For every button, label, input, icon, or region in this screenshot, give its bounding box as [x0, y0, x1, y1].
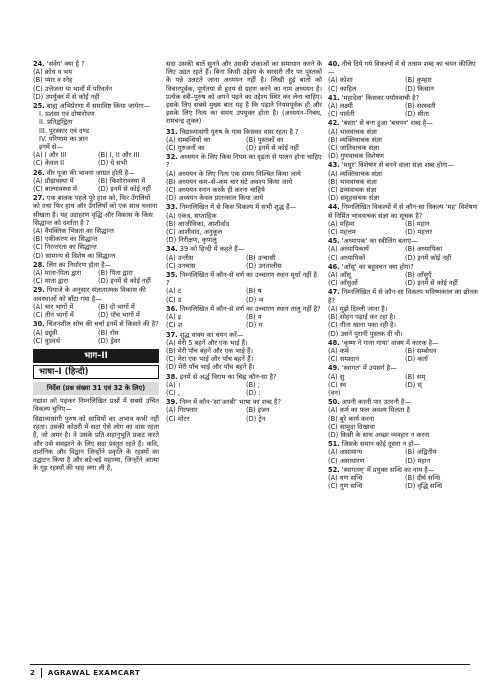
instruction-text: गद्यांश को पढ़कर निम्नलिखित प्रश्नों में सबसे उचित विकल्प चुनिए—: [33, 396, 159, 413]
answer-option: (A) कर्म: [328, 346, 349, 355]
question-text: अपनी करनी पार उतरनी है—: [341, 398, 412, 407]
question-item: [33, 261, 159, 286]
question-statement: इनमें से—: [39, 143, 63, 152]
answer-option: (A) वैयक्तिक भिन्नता का सिद्धान्त: [33, 227, 114, 236]
answer-option: (D) गुणवाचक विशेषण: [328, 152, 384, 161]
answer-options: [166, 212, 322, 245]
answer-option: (B) अध्यापिका: [405, 245, 443, 254]
question-item: [328, 288, 478, 337]
question-number: 29.: [33, 286, 45, 295]
answer-option: (D) स्: [405, 380, 422, 389]
question-text: निम्नलिखित में कौन-से वर्ण का उच्चारण स्थान तालु नहीं है?: [179, 304, 321, 313]
answer-option: (D) महत्तर: [405, 228, 433, 237]
question-item: [328, 237, 478, 262]
answer-option: (D) ड्रेवर: [98, 336, 121, 345]
question-stem: [33, 102, 159, 110]
answer-option: (B) ;: [246, 380, 260, 389]
answer-option: (C) महत्तम: [328, 228, 356, 237]
answer-option: (A) ड्यूवी: [33, 328, 58, 337]
answer-option: (A) अध्यापिकायें: [328, 245, 369, 254]
question-number: 42.: [328, 119, 340, 128]
question-number: 24.: [33, 60, 45, 68]
answer-options: [166, 170, 322, 203]
question-number: 47.: [328, 288, 340, 297]
answer-option: (B) बुरे कार्य करना: [328, 414, 375, 423]
answer-option: (C) उत्तेजना या भावों में परिवर्तन: [33, 84, 113, 93]
answer-options: [328, 102, 478, 118]
answer-option: (A) चार भागों में: [33, 302, 74, 311]
page-number: 2: [30, 669, 35, 677]
answer-option: (C) आशीवाद, अनुकूल: [166, 228, 223, 237]
question-item: [328, 364, 478, 397]
answer-options: [166, 136, 322, 152]
answer-options: [328, 128, 478, 161]
question-item: [33, 102, 159, 168]
answer-option: (B) दो भागों में: [98, 302, 135, 311]
question-item: [166, 373, 322, 398]
question-item: [166, 305, 322, 330]
answer-option: (A) एकत्र, सप्ताहिक: [166, 211, 217, 220]
answer-option: (A) आँसू: [328, 271, 351, 280]
answer-option: (D) इनमें से कोई नहीं: [405, 279, 458, 288]
question-stem: [166, 305, 322, 313]
answer-options: [328, 245, 478, 261]
answer-option: (B) प्यार व स्नेह: [33, 76, 73, 85]
answer-option: (D) किसान: [405, 84, 434, 93]
answer-options: [328, 373, 478, 398]
answer-option: (A) इ: [166, 313, 181, 322]
answer-option: (B) य: [246, 313, 262, 322]
answer-options: [33, 303, 159, 319]
answer-option: (B) ष: [246, 287, 262, 296]
question-item: [33, 60, 159, 101]
question-stem: [33, 320, 159, 328]
question-number: 41.: [328, 93, 340, 102]
answer-options: [166, 313, 322, 329]
question-stem: [166, 331, 322, 339]
answer-option: (B) सोहन पढ़ाई कर रहा है।: [328, 313, 396, 322]
question-text: वीर पूजा की भावना जाग्रत होती है—: [46, 168, 135, 177]
question-statement: III. पुरस्कार एवं दण्ड: [39, 126, 90, 135]
answer-options: [328, 448, 478, 464]
question-number: 49.: [328, 364, 340, 373]
answer-option: (B) सरस्वती: [405, 102, 436, 111]
answer-options: [33, 329, 159, 345]
answer-option: (C) अध्ययन स्नान करके ही करना चाहिये: [166, 186, 265, 195]
answer-option: (C) गुरुजनों का: [166, 144, 205, 153]
answer-option: (A) भाववाचक संज्ञा: [328, 127, 377, 136]
question-number: 31.: [166, 127, 178, 136]
answer-option: (A) ट: [166, 287, 182, 296]
question-text: 'स्वागत' में उपसर्ग है—: [341, 364, 397, 373]
question-number: 28.: [33, 260, 45, 269]
answer-option: (C) आँसुओं: [328, 279, 358, 288]
answer-options: [166, 254, 322, 270]
question-text: निम्नलिखित में से कौन-सा विकल्प भविष्यकाल का द्योतक है?: [328, 288, 479, 305]
answer-option: (A) असामान्य: [328, 448, 363, 457]
question-number: 48.: [328, 338, 340, 347]
question-item: [166, 153, 322, 202]
question-number: 39.: [166, 398, 178, 407]
answer-option: (D) महान: [405, 456, 431, 465]
question-text: नीचे दिये गये विकल्पों में से तत्सम शब्द का चयन कीजिए—: [328, 60, 476, 77]
column-3: [328, 60, 478, 491]
question-stem: [328, 288, 478, 304]
answer-option: (B) I, II और III: [98, 151, 140, 160]
answer-option: (C) ,: [166, 388, 180, 397]
answer-options: [166, 381, 322, 397]
part-title: भाग–II: [33, 349, 159, 363]
page-footer: [30, 664, 470, 681]
answer-option: (A) गिरफ्तार: [166, 406, 198, 415]
answer-option: (B) इंजन: [246, 406, 270, 415]
question-number: 51.: [328, 440, 340, 449]
question-item: [33, 169, 159, 194]
answer-option: (C) द्रव्यवाचक संज्ञा: [328, 186, 377, 195]
answer-option: (B) मेरी पाँच बहनें और एक भाई हैं।: [166, 346, 253, 355]
answer-option: (A) कोशा: [328, 76, 353, 85]
answer-option: (C) जातिवाचक संज्ञा: [328, 144, 380, 153]
answer-options: [328, 220, 478, 236]
question-item: [328, 119, 478, 160]
question-item: [328, 263, 478, 288]
question-item: [33, 286, 159, 319]
answer-option: (A) अध्ययन के लिए नित्य एक समय निश्चित किया जाये: [166, 169, 301, 178]
question-item: [166, 203, 322, 244]
question-text: निम्नलिखित में से किस विकल्प में सभी शुद्ध हैं—: [179, 203, 297, 212]
question-statement: I. प्रशंसा एवं दोषारोपण: [39, 110, 95, 119]
answer-option: (B) कुम्हार: [405, 76, 432, 85]
question-text: 'संवेग' क्या है ?: [46, 60, 85, 68]
question-text: एक बालक पहले पूरे हाथ को, फिर उँगलियों को तथा फिर हाथ और उँगलियों को एक साथ चलाना सीखता है। यह उदाहरण वृद्धि और विकास के किस सिद्धान्त को दर्शाता है ?: [33, 194, 158, 227]
question-stem: [328, 263, 478, 271]
question-number: 26.: [33, 168, 45, 177]
question-item: [166, 398, 322, 423]
answer-option: (D) वृद्धि सन्धि: [405, 482, 443, 491]
question-text: 'कृष्ण ने गाना गाया' वाक्य में कारक है—: [341, 338, 439, 347]
question-text: अध्ययन के लिए किस नियम का दृढ़ता से पालन होना चाहिए ?: [166, 153, 322, 170]
answer-option: (D) पाँच भागों में: [98, 311, 140, 320]
answer-option: (वन): [328, 388, 341, 397]
answer-option: (C) तीन भागों में: [33, 311, 74, 320]
question-item: [328, 203, 478, 236]
question-text: 'स्वागतम्' में प्रयुक्त सन्धि का नाम है—: [341, 465, 435, 474]
question-number: 33.: [166, 203, 178, 212]
question-text: बाह्य अभिप्रेरणा में समाविष्ट किया जायेगा—: [46, 102, 151, 111]
answer-options: [33, 269, 159, 285]
answer-option: (A) सु: [328, 372, 345, 381]
question-number: 45.: [328, 237, 340, 246]
answer-options: [33, 227, 159, 260]
question-statement: IV. परिणाम का ज्ञान: [39, 134, 88, 143]
question-text: 'अध्यापक' का स्त्रीलिंग बताए—: [341, 237, 418, 246]
question-item: [33, 320, 159, 345]
question-text: शुद्ध वाक्य का चयन करें—: [179, 330, 244, 339]
answer-option: (C) अध्यापिकों: [328, 253, 366, 262]
answer-option: (A) I और III: [33, 151, 67, 160]
answer-option: (D) निरीक्षण, कृपालु: [166, 236, 217, 245]
question-text: विद्याव्यासंगी पुरुष के पास किसका वास रहता है ?: [179, 127, 299, 136]
question-stem: [328, 440, 478, 448]
answer-option: (B) किशोरावस्था में: [98, 176, 146, 185]
question-stem: [166, 245, 322, 253]
answer-option: (C) सम्प्रदान: [328, 355, 360, 364]
answer-option: (D) सीता: [405, 110, 429, 119]
question-number: 43.: [328, 161, 340, 170]
question-stem: [328, 364, 478, 372]
question-stem: [328, 161, 478, 169]
question-number: 38.: [166, 372, 178, 381]
question-text: इनमें से अर्द्ध विराम का चिह्न कौन-सा है?: [179, 372, 277, 381]
answer-option: (D) उपर्युक्त में से कोई नहीं: [33, 92, 100, 101]
answer-options: [328, 474, 478, 490]
question-text: 'बस्ता' से बना हुआ 'बचपन' शब्द है—: [341, 119, 433, 128]
answer-option: (D) मेरी पाँच भाई और पाँच बहनें हैं।: [166, 363, 255, 372]
answer-option: (C) गीता खाना पका रही है।: [328, 321, 397, 330]
answer-option: (B) अद्वितीय: [405, 448, 437, 457]
answer-option: (C) सामुदा दिखावा: [328, 422, 375, 431]
answer-option: (C) श: [166, 321, 183, 330]
question-stem: [166, 398, 322, 406]
answer-option: (C) मेरा एक भाई और पाँच बहनें हैं।: [166, 355, 254, 364]
answer-option: (D) इनमें कोई नहीं: [405, 253, 452, 262]
question-text: निम्नलिखित में कौन-से वर्ण का उच्चारण स्थान मूर्धा नहीं है ?: [166, 271, 317, 288]
question-number: 44.: [328, 203, 340, 212]
answer-options: [328, 271, 478, 287]
question-stem: [328, 119, 478, 127]
question-stem: [166, 373, 322, 381]
answer-option: (C) पार्वती: [328, 110, 355, 119]
question-number: 50.: [328, 398, 340, 407]
question-stem: [33, 194, 159, 227]
brand-name: AGRAWAL EXAMCART: [47, 669, 141, 677]
answer-option: (A) कर्म का फल अवश्य मिलता है: [328, 406, 410, 415]
question-stem: [166, 271, 322, 287]
question-text: निम्न में कौन-'सा'अरबी' भाषा का शब्द है?: [179, 398, 282, 407]
answer-option: (B) अध्ययन कम–से–कम चार घंटे अवश्य किया जाये: [166, 177, 293, 186]
question-number: 35.: [166, 271, 178, 280]
question-item: [166, 331, 322, 372]
answer-option: (D) :: [246, 388, 261, 397]
answer-option: (A) सम्बन्धियों का: [166, 135, 211, 144]
answer-option: (B) एकीकरण का सिद्धान्त: [33, 235, 98, 244]
answer-option: (D) ट्रेन: [246, 414, 266, 423]
question-text: 39 को हिन्दी में कहते हैं—: [179, 245, 245, 254]
question-stem: [328, 94, 478, 102]
question-stem: [33, 60, 159, 68]
answer-option: (B) दीर्घ सन्धि: [405, 473, 441, 482]
answer-option: (A) लक्ष्मी: [328, 102, 353, 111]
footer-divider: [41, 668, 42, 678]
answer-option: (D) य: [246, 321, 263, 330]
answer-option: (C) केवल II: [33, 159, 65, 168]
answer-options: [33, 151, 159, 167]
answer-option: (B) पिता द्वारा: [98, 269, 133, 278]
answer-option: (B) महान: [405, 219, 430, 228]
answer-option: (A) प्रौढ़ावस्था में: [33, 176, 74, 185]
question-text: चिंतनशील सोच की चर्चा इनमें से किसने की है?: [46, 320, 159, 329]
question-number: 30.: [33, 320, 45, 329]
answer-options: [328, 76, 478, 92]
question-number: 37.: [166, 330, 178, 339]
answer-option: (B) व्यक्तिवाचक संज्ञा: [328, 135, 382, 144]
answer-option: (D) कर्ता: [405, 355, 428, 364]
answer-options: [33, 177, 159, 193]
answer-options: [328, 170, 478, 203]
answer-option: (B) भाववाचक संज्ञा: [328, 177, 377, 186]
question-stem: [328, 60, 478, 76]
question-stem: [328, 398, 478, 406]
answer-option: (D) सामान्य से विशेष का सिद्धान्त: [33, 251, 116, 260]
answer-option: (D) इनमें से कोई नहीं: [98, 277, 151, 286]
column-1: [33, 60, 159, 474]
answer-option: (C) ड: [166, 295, 182, 304]
answer-options: [328, 347, 478, 363]
question-stem: [33, 261, 159, 269]
answer-options: [33, 68, 159, 101]
answer-option: (C) काहिल: [328, 84, 357, 93]
section-title: भाषा–I (हिन्दी): [33, 365, 159, 379]
answer-option: (D) इनमें से कोई नहीं: [98, 185, 151, 194]
answer-option: (A) मेरी 5 बहनें और एक भाई हैं।: [166, 338, 248, 347]
answer-option: (A) क्रोध व भय: [33, 68, 72, 77]
question-text: 'महादेवा' किसका पर्यायवाची है?: [341, 93, 420, 102]
question-number: 52.: [328, 465, 340, 474]
answer-option: (D) उसने पुरानी पुस्तक दी थी।: [328, 329, 403, 338]
answer-option: (D) अध्ययन केवल प्रातःकाल किया जाये: [166, 194, 264, 203]
answer-option: (C) असाधारण: [328, 456, 365, 465]
question-stem: [33, 169, 159, 177]
answer-option: (C) निरन्तरता का सिद्धान्त: [33, 243, 97, 252]
question-text: निम्नलिखित विकल्पों में से कौन-सा विकल्प 'मह' विशेषण से निर्मित भाववाचक संज्ञा का सूचक है?: [328, 203, 478, 220]
question-text: पियाजे के अनुसार संज्ञानात्मक विकास की अवस्थाओं को बाँटा गया है—: [33, 286, 146, 303]
question-item: [166, 245, 322, 270]
question-stem: [166, 128, 322, 136]
answer-option: (D) इनमें से कोई नहीं: [246, 144, 299, 153]
question-number: 40.: [328, 60, 340, 68]
question-text: लिंग का निर्धारण होता है—: [46, 260, 112, 269]
answer-option: (A) महिमा: [328, 219, 355, 228]
question-stem: [328, 237, 478, 245]
question-text: जिसके समान कोई दूसरा न हो—: [341, 440, 421, 449]
answer-option: (C) स्व: [328, 380, 347, 389]
question-text: 'आँसू' का बहुवचन क्या होगा?: [341, 262, 414, 271]
answer-option: (B) पुस्तकों का: [246, 135, 284, 144]
answer-option: (D) उनतालीस: [246, 261, 282, 270]
answer-option: (A) यण सन्धि: [328, 473, 363, 482]
question-stem: [328, 339, 478, 347]
question-item: [328, 466, 478, 491]
question-number: 34.: [166, 245, 178, 254]
passage-text: विद्याव्यासंगी पुरुष को साथियों का अभाव कभी नहीं रहता। उसकी कोठरी में सदा ऐसे लोग का वास रहता है, जो अमर है। वे उसके प्रति सहानुभूति प्रकट करते और उसे समझाने के लिए सदा प्रस्तुत रहते हैं। कवि, दार्शनिक और विद्वान जिन्होंने प्रकृति के रहस्यों का उद्घाटन किया है और बड़े-बड़े महात्मा, जिन्होंने आत्मा के गूढ़ रहस्यों की थाह लगा ली है,: [33, 414, 159, 473]
answer-option: (A) ।: [166, 380, 181, 389]
answer-option: (A) माता-पिता द्वारा: [33, 269, 82, 278]
answer-option: (D) किसी के साथ अच्छा व्यवहार न करना: [328, 430, 430, 439]
instruction-heading: निर्देश (प्रश्न संख्या 31 एवं 32 के लिए): [33, 382, 159, 394]
answer-option: (B) आँसुएँ: [405, 271, 432, 280]
passage-text: सदा उसकी बातें सुनने और उसकी शंकाओं का समाधान करने के लिए उद्यत रहते हैं। बिना किसी उद्देश्य के सरसरी तौर पर पुस्तकों के पन्ने उलटते जाना अध्ययन नहीं है। लिखी हुई बातों को विचारपूर्वक, पूर्णतया से हृदय से ग्रहण करने का नाम अध्ययन है। प्रत्येक स्त्री–पुरुष को अपने पढ़ने का उद्देश्य स्थिर कर लेना चाहिए। इसके लिए सबसे मुख्य बात यह है कि पढ़ाने नियमपूर्वक हो और इसके लिए नित्य का समय उपयुक्त होता है। (अध्ययन–निबंध, रामचन्द्र शुक्ल): [166, 60, 322, 126]
answer-option: (C) उनचास: [166, 261, 196, 270]
answer-option: (A) उन्तीस: [166, 253, 194, 262]
question-text: 'मधुर' विशेषण से बनने वाला संज्ञा शब्द होगा—: [341, 161, 455, 170]
answer-options: [166, 406, 322, 422]
answer-option: (D) ञ: [246, 295, 264, 304]
question-item: [33, 194, 159, 260]
question-number: 25.: [33, 102, 45, 111]
answer-option: (B) आजीविका, आशीर्वाद: [166, 219, 230, 228]
question-item: [166, 271, 322, 304]
answer-option: (C) वुडवर्थ: [33, 336, 60, 345]
question-item: [328, 440, 478, 465]
question-item: [328, 94, 478, 119]
answer-option: (D) समूहवाचक संज्ञा: [328, 194, 380, 203]
answer-option: (C) माता द्वारा: [33, 277, 68, 286]
question-number: 32.: [166, 153, 178, 162]
question-stem: [328, 203, 478, 219]
answer-option: (B) उन्चासी: [246, 253, 276, 262]
column-2: [166, 60, 322, 424]
answer-option: (C) बाल्यावस्था में: [33, 185, 77, 194]
answer-option: (C) मोटर: [166, 414, 190, 423]
question-item: [328, 161, 478, 202]
question-number: 46.: [328, 262, 340, 271]
question-stem: [166, 203, 322, 211]
question-stem: [328, 466, 478, 474]
answer-options: [328, 305, 478, 338]
answer-option: (A) व्यक्तिवाचक संज्ञा: [328, 169, 382, 178]
answer-options: [166, 287, 322, 303]
question-statement: II. प्रतिद्वन्द्विता: [39, 118, 73, 127]
question-stem: [33, 286, 159, 302]
question-item: [328, 60, 478, 93]
answer-option: (B) रॉस: [98, 328, 119, 337]
question-item: [328, 339, 478, 364]
question-number: 27.: [33, 194, 45, 203]
answer-option: (A) मुझे दिल्ली जाना है।: [328, 304, 388, 313]
question-item: [328, 398, 478, 439]
answer-option: (B) सम्बोधन: [405, 346, 437, 355]
question-number: 36.: [166, 304, 178, 313]
question-item: [166, 128, 322, 153]
answer-options: [166, 339, 322, 372]
answer-option: (C) गुण सन्धि: [328, 482, 363, 491]
answer-option: (D) ये सभी: [98, 159, 128, 168]
answer-options: [328, 406, 478, 439]
question-stem: [166, 153, 322, 169]
answer-option: (B) सम्: [405, 372, 426, 381]
